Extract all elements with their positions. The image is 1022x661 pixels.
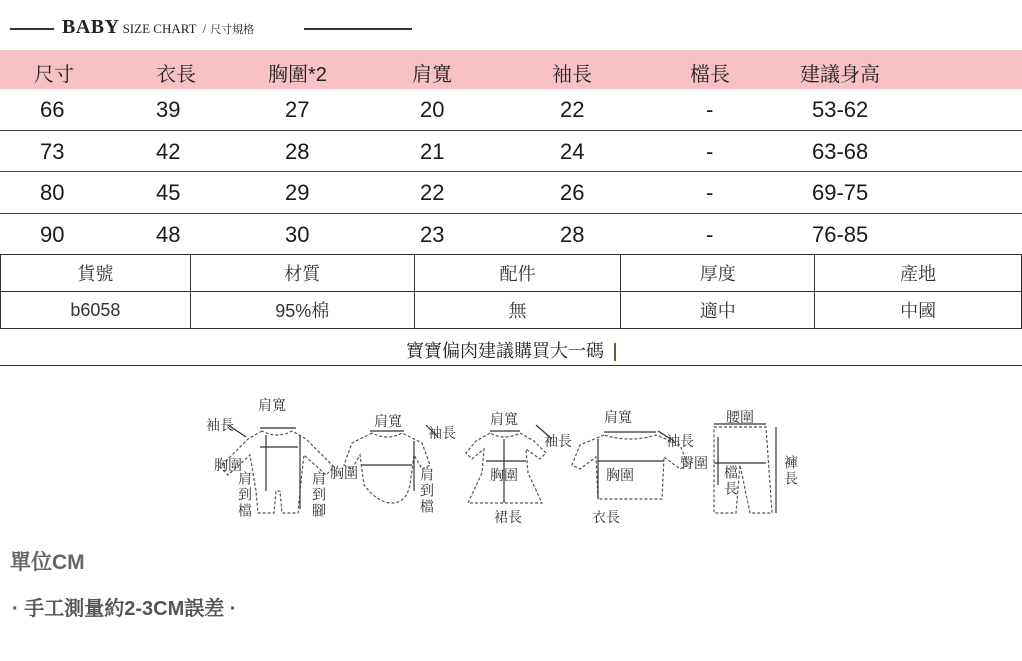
product-info-table	[0, 254, 1022, 329]
cell-crotch: -	[706, 97, 714, 122]
chinese-title: 尺寸規格	[210, 24, 255, 36]
chart-title	[62, 16, 254, 39]
cell-chest: 27	[285, 97, 310, 122]
table-row	[0, 89, 1022, 131]
label-shoulder-3: 肩寬	[490, 412, 518, 428]
cell-chest: 29	[285, 180, 310, 205]
cell-height: 69-75	[812, 180, 869, 205]
info-value-row	[1, 292, 1022, 329]
info-value-thickness: 適中	[621, 292, 815, 329]
header-sleeve: 袖長	[552, 64, 592, 86]
cell-sleeve: 24	[560, 138, 585, 164]
cell-shoulder: 20	[420, 97, 445, 122]
size-chart-label: SIZE CHART	[122, 21, 197, 36]
cell-size: 80	[40, 180, 65, 205]
cell-length: 39	[156, 97, 181, 122]
size-table	[0, 50, 1022, 255]
cell-shoulder: 23	[420, 221, 445, 247]
header-height: 建議身高	[800, 64, 880, 86]
label-shoulder-to-crotch-2: 肩到檔	[418, 467, 434, 515]
label-hip: 臀圍	[680, 456, 708, 472]
label-crotch-length: 檔長	[722, 465, 738, 497]
label-shoulder-1: 肩寬	[258, 398, 286, 414]
title-separator: /	[202, 21, 207, 36]
cell-shoulder: 21	[420, 138, 445, 164]
header-chest: 胸圍*2	[268, 64, 327, 86]
label-shoulder-2: 肩寬	[374, 414, 402, 430]
header-shoulder: 肩寬	[412, 64, 452, 86]
label-shoulder-to-crotch-1: 肩到檔	[236, 471, 252, 519]
measurement-diagram	[200, 395, 810, 535]
cell-chest: 30	[285, 221, 310, 247]
cell-crotch: -	[706, 180, 714, 205]
sizing-note-text: 寶寶偏肉建議購買大一碼	[406, 341, 604, 361]
cell-size: 73	[40, 138, 65, 164]
header-length: 衣長	[156, 64, 196, 86]
header-divider-left	[10, 28, 54, 30]
header-crotch: 檔長	[690, 64, 730, 86]
label-skirt-length: 裙長	[494, 510, 522, 526]
info-value-material: 95%棉	[190, 292, 414, 329]
info-header-accessories: 配件	[414, 255, 621, 292]
label-waist: 腰圍	[726, 410, 754, 426]
cell-length: 45	[156, 180, 181, 205]
info-value-origin: 中國	[815, 292, 1022, 329]
table-row	[0, 214, 1022, 256]
label-shoulder-4: 肩寬	[604, 410, 632, 426]
cell-chest: 28	[285, 138, 310, 164]
chart-header	[0, 14, 420, 42]
dress-illustration	[466, 425, 552, 503]
info-header-thickness: 厚度	[621, 255, 815, 292]
table-row	[0, 172, 1022, 214]
cell-shoulder: 22	[420, 180, 445, 205]
cell-sleeve: 26	[560, 180, 585, 205]
label-sleeve-4: 袖長	[666, 434, 694, 450]
label-top-length: 衣長	[592, 510, 620, 526]
sizing-note	[0, 330, 1022, 366]
cell-sleeve: 22	[560, 97, 585, 122]
brand-label: BABY	[62, 16, 120, 38]
label-pants-length: 褲長	[782, 455, 798, 487]
cell-crotch: -	[706, 138, 714, 164]
header-size: 尺寸	[34, 64, 74, 86]
cell-sleeve: 28	[560, 221, 585, 247]
label-chest-2: 胸圍	[330, 466, 358, 482]
table-row	[0, 131, 1022, 173]
label-sleeve-2: 袖長	[428, 426, 456, 442]
cell-size: 66	[40, 97, 65, 122]
tolerance-note: · 手工測量約2-3CM誤差 ·	[12, 598, 237, 620]
text-cursor-mark	[614, 343, 616, 361]
cell-crotch: -	[706, 221, 714, 247]
cell-length: 48	[156, 221, 181, 247]
cell-height: 76-85	[812, 221, 869, 247]
label-sleeve-1: 袖長	[206, 418, 234, 434]
cell-height: 53-62	[812, 97, 869, 122]
info-header-material: 材質	[190, 255, 414, 292]
info-value-accessories: 無	[414, 292, 621, 329]
info-header-sku: 貨號	[1, 255, 191, 292]
label-chest-4: 胸圍	[606, 468, 634, 484]
label-chest-1: 胸圍	[214, 458, 242, 474]
header-divider-right	[304, 28, 412, 30]
size-table-header	[0, 50, 1022, 89]
cell-length: 42	[156, 138, 181, 164]
info-value-sku: b6058	[1, 292, 191, 329]
label-sleeve-3: 袖長	[544, 434, 572, 450]
info-header-origin: 產地	[815, 255, 1022, 292]
cell-height: 63-68	[812, 138, 869, 164]
info-header-row	[1, 255, 1022, 292]
unit-label: 單位CM	[10, 551, 85, 574]
label-shoulder-to-foot-1: 肩到腳	[310, 471, 326, 519]
label-chest-3: 胸圍	[490, 468, 518, 484]
cell-size: 90	[40, 221, 65, 247]
